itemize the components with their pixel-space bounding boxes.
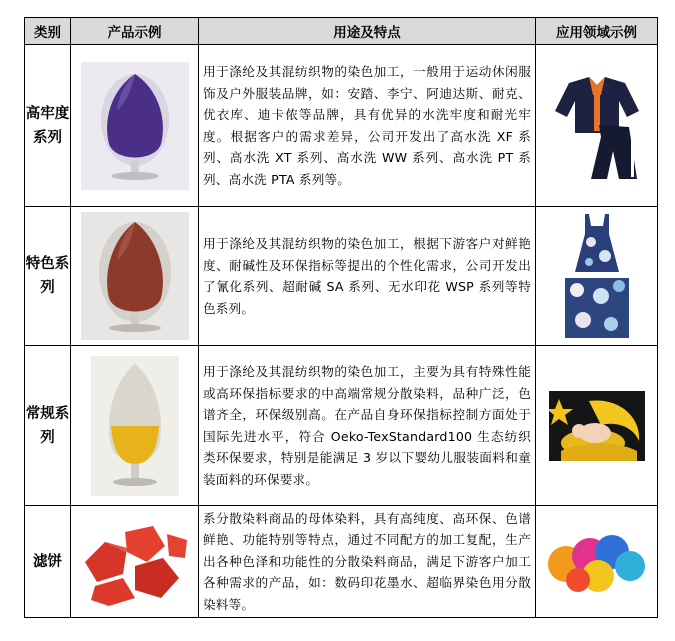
color-powder-explosion-image: [542, 522, 652, 602]
category-label: 常规系 列: [25, 405, 70, 446]
table-row: [25, 506, 658, 618]
category-label: 特色系 列: [25, 256, 70, 296]
product-image-cell: [71, 506, 199, 618]
purple-dye-bottle-image: [81, 62, 189, 190]
product-image-cell: [71, 346, 199, 506]
sportswear-tracksuit-image: [547, 71, 647, 181]
red-brown-dye-bottle-image: [81, 212, 189, 340]
category-label: 高牢度 系列: [25, 105, 70, 146]
description-cell: 系分散染料商品的母体染料，具有高纯度、高环保、色谱鲜艳、功能特别等特点，通过不同配方的加工复配，生产出各种色泽和功能性的分散染料商品，满足下游客户加工各种需求的产品，如：数码印花墨水、超临界染色用分散染料等。: [199, 506, 536, 618]
table-row: [25, 346, 658, 506]
category-cell: [25, 45, 71, 207]
category-label: 滤饼: [33, 553, 62, 570]
table-row: [25, 45, 658, 207]
header-row: [25, 18, 658, 45]
header-usage: 用途及特点: [199, 18, 536, 45]
description-cell: 用于涤纶及其混纺织物的染色加工，根据下游客户对鲜艳度、耐碱性及环保指标等提出的个性化需求，公司开发出了氰化系列、超耐碱 SA 系列、无水印花 WSP 系列等特色系列。: [199, 207, 536, 346]
floral-dress-fabric-image: [561, 212, 633, 340]
application-image-cell: [536, 45, 658, 207]
product-image-cell: [71, 45, 199, 207]
header-category: 类别: [25, 18, 71, 45]
product-image-cell: [71, 207, 199, 346]
description-cell: 用于涤纶及其混纺织物的染色加工，主要为具有特殊性能或高环保指标要求的中高端常规分散染料，品种广泛，色谱齐全，环保级别高。在产品自身环保指标控制方面处于国际先进水平，符合 Oeko-TexStandard100 生态纺织类环保要求，特别是能满足 3 岁以下婴幼儿服装面料和童装面料的环保要求。: [199, 346, 536, 506]
header-product-example: 产品示例: [71, 18, 199, 45]
category-cell: [25, 346, 71, 506]
application-image-cell: [536, 207, 658, 346]
application-image-cell: [536, 506, 658, 618]
red-filter-cake-image: [75, 512, 195, 612]
table-row: [25, 207, 658, 346]
baby-photo-image: [549, 391, 645, 461]
category-cell: [25, 207, 71, 346]
application-image-cell: [536, 346, 658, 506]
category-cell: [25, 506, 71, 618]
product-table: [24, 17, 658, 618]
header-application: 应用领域示例: [536, 18, 658, 45]
yellow-dye-bottle-image: [91, 356, 179, 496]
description-cell: 用于涤纶及其混纺织物的染色加工，一般用于运动休闲服饰及户外服装品牌，如：安踏、李宁、阿迪达斯、耐克、优衣库、迪卡侬等品牌，具有优异的水洗牢度和耐光牢度。根据客户的需求差异，公司开发出了高水洗 XF 系列、高水洗 XT 系列、高水洗 WW 系列、高水洗 PT 系列、高水洗 PTA 系列等。: [199, 45, 536, 207]
